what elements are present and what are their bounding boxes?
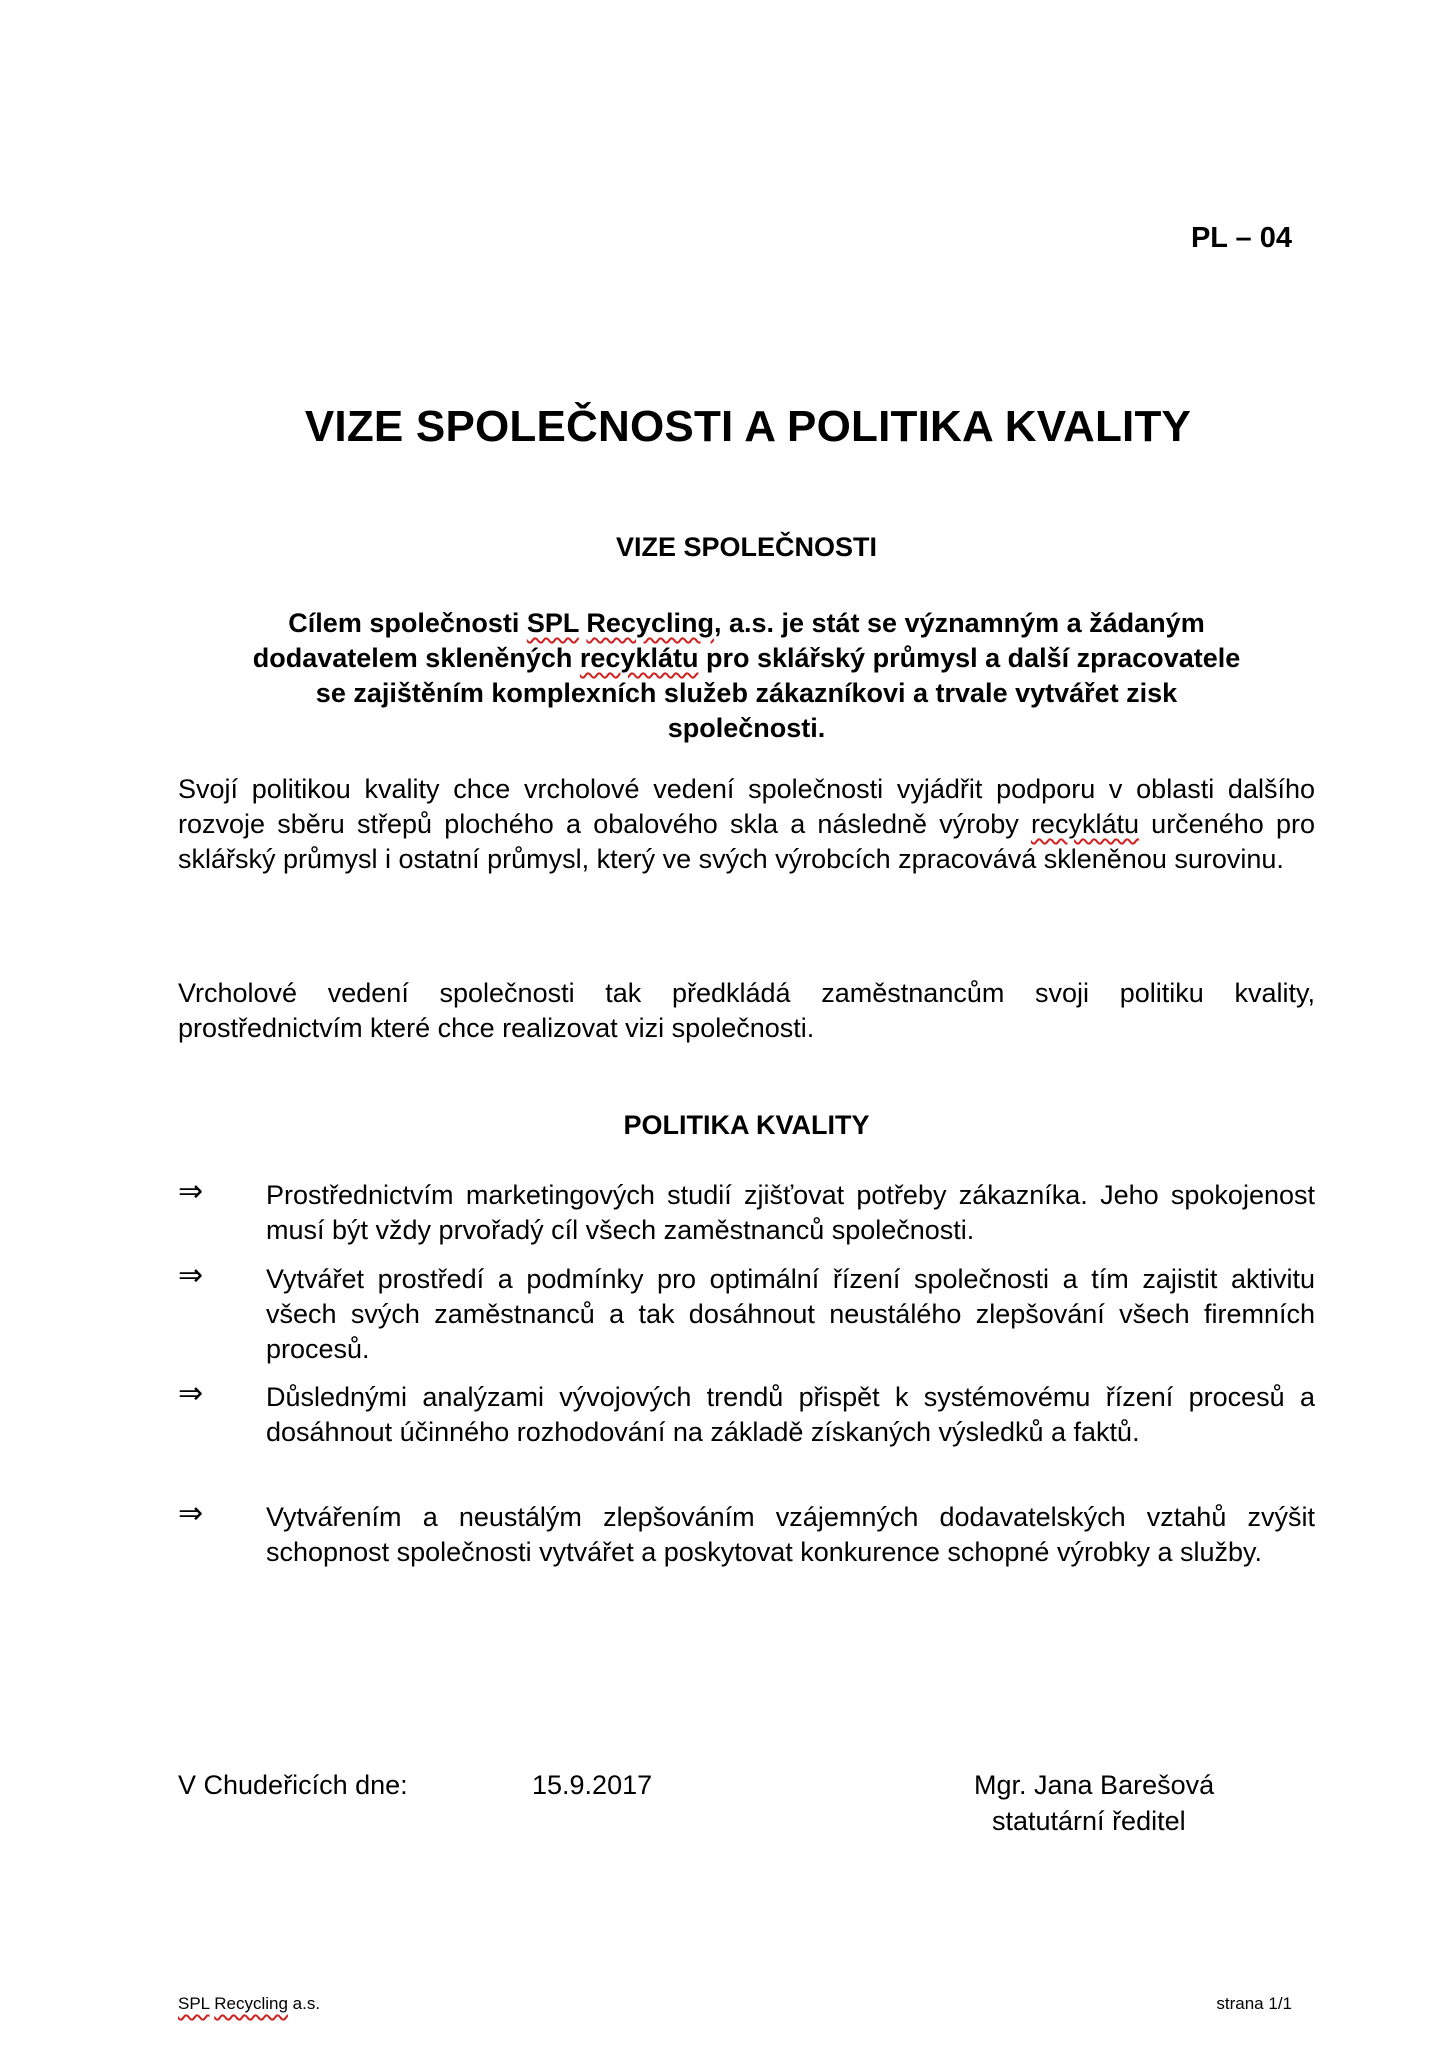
policy-item	[178, 1496, 1315, 1570]
page-title: VIZE SPOLEČNOSTI A POLITIKA KVALITY	[304, 402, 1192, 451]
arrow-icon: ⇒	[178, 1174, 204, 1209]
vision-heading: VIZE SPOLEČNOSTI	[615, 532, 878, 562]
vision-line: společnosti.	[667, 713, 826, 743]
signature-place-label: V Chudeřicích dne:	[178, 1770, 408, 1800]
signature-role: statutární ředitel	[992, 1806, 1186, 1836]
vision-line: se zajištěním komplexních služeb zákazníkovi a trvale vytvářet zisk	[315, 678, 1178, 708]
policy-item-text: Vytvářet prostředí a podmínky pro optimální řízení společnosti a tím zajistit aktivitu všech svých zaměstnanců a tak dosáhnout neustálého zlepšování všech firemních procesů.	[266, 1264, 1315, 1364]
policy-item-text: Vytvářením a neustálým zlepšováním vzájemných dodavatelských vztahů zvýšit schopnost společnosti vytvářet a poskytovat konkurence schopné výrobky a služby.	[266, 1502, 1315, 1567]
vision-statement	[178, 606, 1315, 746]
policy-item	[178, 1376, 1315, 1450]
footer-company: SPL Recycling a.s.	[178, 1994, 321, 2013]
footer-page-number: strana 1/1	[1216, 1994, 1292, 2013]
policy-heading: POLITIKA KVALITY	[623, 1110, 870, 1140]
document-code: PL – 04	[1190, 222, 1292, 254]
vision-paragraph-1: Svojí politikou kvality chce vrcholové vedení společnosti vyjádřit podporu v oblasti dalšího rozvoje sběru střepů plochého a obalového skla a následně výroby recyklátu určeného pro sklářský průmysl i ostatní průmysl, který ve svých výrobcích zpracovává skleněnou surovinu.	[178, 774, 1315, 874]
policy-item	[178, 1174, 1315, 1248]
signature-name: Mgr. Jana Barešová	[974, 1770, 1215, 1800]
policy-item-text: Prostřednictvím marketingových studií zjišťovat potřeby zákazníka. Jeho spokojenost musí být vždy prvořadý cíl všech zaměstnanců společnosti.	[266, 1180, 1315, 1245]
policy-item	[178, 1258, 1315, 1367]
vision-line: Cílem společnosti SPL Recycling, a.s. je stát se významným a žádaným	[288, 608, 1205, 638]
signature-date: 15.9.2017	[532, 1770, 653, 1800]
arrow-icon: ⇒	[178, 1376, 204, 1411]
policy-item-text: Důslednými analýzami vývojových trendů přispět k systémovému řízení procesů a dosáhnout účinného rozhodování na základě získaných výsledků a faktů.	[266, 1382, 1315, 1447]
arrow-icon: ⇒	[178, 1496, 204, 1531]
vision-line: dodavatelem skleněných recyklátu pro sklářský průmysl a další zpracovatele	[252, 643, 1241, 673]
arrow-icon: ⇒	[178, 1258, 204, 1293]
vision-paragraph-2: Vrcholové vedení společnosti tak předkládá zaměstnancům svoji politiku kvality, prostřednictvím které chce realizovat vizi společnosti.	[178, 978, 1315, 1043]
